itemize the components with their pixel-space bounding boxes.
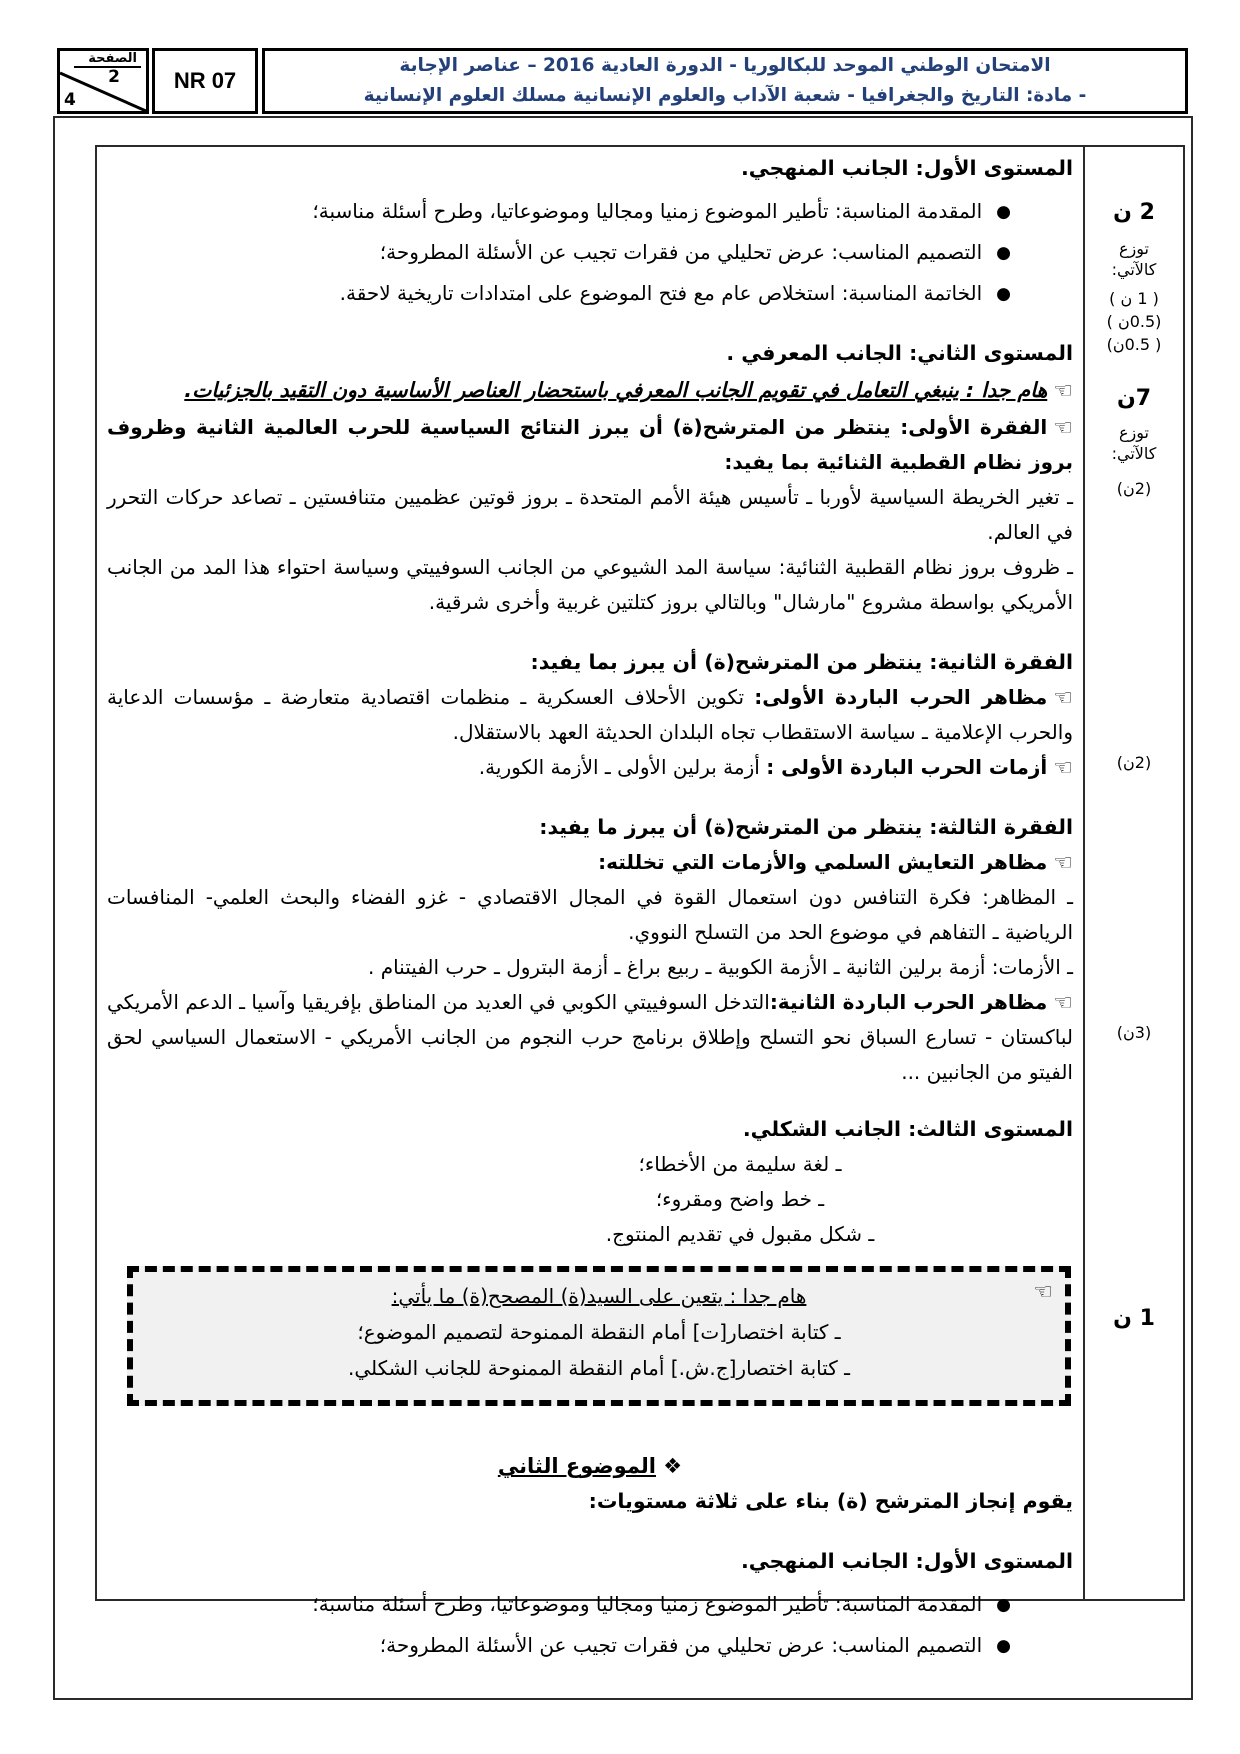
mark-score-knowledge: 7ن: [1116, 386, 1152, 411]
bullet-icon: ●: [996, 284, 1011, 304]
shape-item3: ـ شكل مقبول في تقديم المنتوج.: [605, 1222, 875, 1246]
level2-heading: المستوى الثاني: الجانب المعرفي .: [726, 341, 1073, 365]
paragraph3-subheading: [107, 845, 1073, 880]
mark-paragraph2-points: (2ن): [1116, 753, 1152, 772]
pointing-hand-icon: ☜: [1053, 991, 1074, 1016]
paragraph2-item2: [107, 750, 1073, 785]
bullet3-text: الخاتمة المناسبة: استخلاص عام مع فتح الموضوع على امتدادات تاريخية لاحقة.: [339, 281, 983, 305]
paragraph2-heading: الفقرة الثانية: ينتظر من المترشح(ة) أن يبرز بما يفيد:: [530, 650, 1073, 674]
pointing-hand-icon: ☜: [1053, 416, 1073, 441]
list-item: [107, 1584, 1073, 1625]
corrector-instructions-box: [127, 1266, 1071, 1406]
pointing-hand-icon: ☜: [1053, 379, 1073, 404]
bullet-icon: ●: [996, 202, 1011, 222]
shape-item1: ـ لغة سليمة من الأخطاء؛: [638, 1152, 842, 1176]
bullet2-text: التصميم المناسب: عرض تحليلي من فقرات تجيب عن الأسئلة المطروحة؛: [379, 240, 983, 264]
answer-text-column: [97, 147, 1085, 1657]
marks-column: [1085, 147, 1183, 1599]
corrector-box-title: [143, 1278, 1055, 1314]
mark-distribution-word: توزع: [1119, 423, 1149, 442]
exam-reference-code: NR 07: [152, 48, 258, 114]
paragraph3-item3: [107, 985, 1073, 1090]
paragraph1-heading: [107, 410, 1073, 480]
corrector-box-title-text: هام جدا : يتعين على السيد(ة) المصحح(ة) ما يأتي:: [391, 1284, 807, 1308]
subject2-heading: [107, 1448, 1073, 1484]
level1-heading: المستوى الأول: الجانب المنهجي.: [740, 156, 1073, 180]
important-note: [107, 371, 1073, 410]
pointing-hand-icon: ☜: [1053, 756, 1073, 781]
diamond-icon: ❖: [663, 1454, 683, 1478]
paragraph3-item3-rest: التدخل السوفييتي الكوبي في العديد من المناطق بإفريقيا وآسيا ـ الدعم الأمريكي لباكستان - تسارع السباق نحو التسلح وإطلاق برنامج حرب النجوم من الجانب الأمريكي - الاستعمال السياسي لحق الفيتو من الجانبين ...: [107, 990, 1073, 1084]
mark-distribution-word: توزع: [1119, 239, 1149, 258]
mark-distribution-word: كالآتي:: [1111, 260, 1157, 279]
bullet-icon: ●: [996, 243, 1011, 263]
mark-sub-point: ( 0.5ن): [1106, 335, 1162, 354]
level1-bullet-list: [107, 191, 1073, 314]
page-total-number: 4: [64, 90, 76, 110]
paragraph3-item3-lead: مظاهر الحرب الباردة الثانية:: [769, 990, 1048, 1014]
paragraph3-item1: ـ المظاهر: فكرة التنافس دون استعمال القوة في المجال الاقتصادي - غزو الفضاء والبحث العلمي- المنافسات الرياضية ـ التفاهم في موضوع الحد من التسلح النووي.: [107, 885, 1073, 944]
subject2-bullet2-text: التصميم المناسب: عرض تحليلي من فقرات تجيب عن الأسئلة المطروحة؛: [379, 1633, 983, 1657]
important-note-text: هام جدا : ينبغي التعامل في تقويم الجانب المعرفي باستحضار العناصر الأساسية دون التقيد بالجزئيات.: [184, 378, 1048, 402]
page-number-box: [57, 48, 149, 114]
subject2-level1-heading: المستوى الأول: الجانب المنهجي.: [740, 1549, 1073, 1573]
paragraph3-item2: ـ الأزمات: أزمة برلين الثانية ـ الأزمة الكوبية ـ ربيع براغ ـ أزمة البترول ـ حرب الفيتنام .: [367, 955, 1073, 979]
exam-title-box: [262, 48, 1188, 114]
mark-sub-point: (0.5ن ): [1106, 312, 1162, 331]
mark-paragraph3-points: (3ن): [1116, 1023, 1152, 1042]
pointing-hand-icon: ☜: [1033, 1280, 1053, 1305]
level3-heading: المستوى الثالث: الجانب الشكلي.: [742, 1117, 1073, 1141]
answer-elements-table: [95, 145, 1185, 1657]
paragraph2-item1: [107, 680, 1073, 750]
page-label: الصفحة: [74, 51, 141, 68]
subject2-bullet1-text: المقدمة المناسبة: تأطير الموضوع زمنيا ومجاليا وموضوعاتيا، وطرح أسئلة مناسبة؛: [312, 1592, 983, 1616]
subject2-bullet-list: [107, 1584, 1073, 1666]
paragraph2-item1-rest: تكوين الأحلاف العسكرية ـ منظمات اقتصادية متعارضة ـ مؤسسات الدعاية والحرب الإعلامية ـ سياسة الاستقطاب تجاه البلدان الحديثة العهد بالاستقلال.: [107, 685, 1073, 744]
mark-sub-point: ( 1 ن ): [1109, 289, 1159, 308]
corrector-box-line1: ـ كتابة اختصار[ت] أمام النقطة الممنوحة لتصميم الموضوع؛: [357, 1320, 841, 1344]
mark-paragraph1-points: (2ن): [1116, 479, 1152, 498]
mark-score-form: 1 ن: [1113, 1306, 1155, 1331]
paragraph1-item2: ـ ظروف بروز نظام القطبية الثنائية: سياسة المد الشيوعي من الجانب السوفييتي وسياسة احتواء هذا المد من الجانب الأمريكي بواسطة مشروع "مارشال" وبالتالي بروز كتلتين غربية وأخرى شرقية.: [107, 555, 1073, 614]
paragraph1-item1: ـ تغير الخريطة السياسية لأوربا ـ تأسيس هيئة الأمم المتحدة ـ بروز قوتين عظميين متنافستين ـ تصاعد حركات التحرر في العالم.: [107, 485, 1073, 544]
bullet1-text: المقدمة المناسبة: تأطير الموضوع زمنيا ومجاليا وموضوعاتيا، وطرح أسئلة مناسبة؛: [312, 199, 983, 223]
paragraph2-item2-rest: أزمة برلين الأولى ـ الأزمة الكورية.: [478, 755, 767, 779]
paragraph2-item2-lead: أزمات الحرب الباردة الأولى :: [766, 755, 1048, 779]
mark-distribution-word: كالآتي:: [1111, 444, 1157, 463]
paragraph3-heading: الفقرة الثالثة: ينتظر من المترشح(ة) أن يبرز ما يفيد:: [539, 815, 1073, 839]
paragraph1-heading-text: الفقرة الأولى: ينتظر من المترشح(ة) أن يبرز النتائج السياسية للحرب العالمية الثانية وظروف بروز نظام القطبية الثنائية بما يفيد:: [107, 415, 1073, 474]
paragraph3-subheading-text: مظاهر التعايش السلمي والأزمات التي تخللته:: [598, 850, 1048, 874]
paragraph2-item1-lead: مظاهر الحرب الباردة الأولى:: [754, 685, 1048, 709]
bullet-icon: ●: [996, 1636, 1011, 1656]
pointing-hand-icon: ☜: [1053, 686, 1074, 711]
shape-item2: ـ خط واضح ومقروء؛: [655, 1187, 825, 1211]
page-current-number: 2: [108, 67, 120, 87]
subject2-title-text: الموضوع الثاني: [497, 1454, 656, 1478]
bullet-icon: ●: [996, 1595, 1011, 1615]
mark-score-methodology: 2 ن: [1113, 200, 1155, 225]
exam-title-line1: الامتحان الوطني الموحد للبكالوريا - الدورة العادية 2016 – عناصر الإجابة: [399, 55, 1051, 76]
pointing-hand-icon: ☜: [1053, 851, 1073, 876]
list-item: [107, 273, 1073, 314]
list-item: [107, 1625, 1073, 1666]
exam-title-line2: - مادة: التاريخ والجغرافيا - شعبة الآداب والعلوم الإنسانية مسلك العلوم الإنسانية: [363, 85, 1087, 106]
corrector-box-line2: ـ كتابة اختصار[ج.ش.] أمام النقطة الممنوحة للجانب الشكلي.: [347, 1356, 850, 1380]
list-item: [107, 191, 1073, 232]
list-item: [107, 232, 1073, 273]
subject2-intro: يقوم إنجاز المترشح (ة) بناء على ثلاثة مستويات:: [588, 1489, 1073, 1513]
